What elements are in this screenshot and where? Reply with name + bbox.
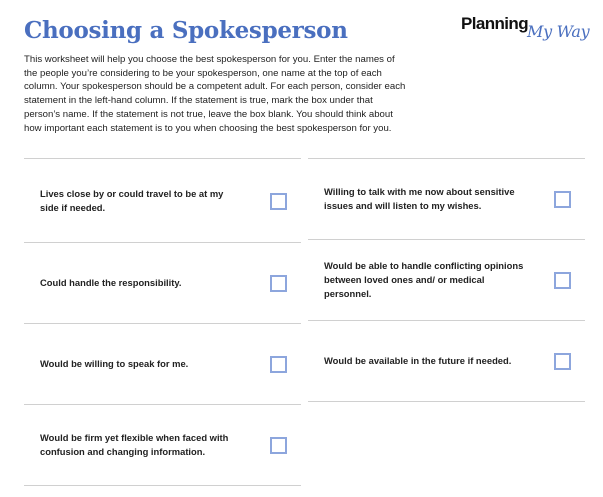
statement-row — [24, 404, 301, 486]
planning-my-way-logo — [461, 14, 591, 50]
statement-checkbox[interactable] — [554, 191, 571, 208]
statement-text: Willing to talk with me now about sensitive issues and will listen to my wishes. — [324, 186, 515, 211]
statement-row — [308, 320, 585, 402]
statement-row — [308, 158, 585, 239]
statement-text: Would be willing to speak for me. — [40, 358, 189, 369]
statement-row — [308, 239, 585, 320]
statement-checkbox[interactable] — [270, 356, 287, 373]
statement-row — [24, 323, 301, 404]
statement-text: Would be firm yet flexible when faced with confusion and changing information. — [40, 432, 229, 457]
statement-row — [24, 158, 301, 242]
statement-text: Would be able to handle conflicting opinions between loved ones and/ or medical personnel. — [324, 260, 524, 299]
intro-paragraph: This worksheet will help you choose the best spokesperson for you. Enter the names of the people you’re considering to be your spokesperson, one name at the top of each column. Your spokesperson should be a competent adult. For each person, consider each statement in the left-hand column. If the statement is true, mark the box under that person’s name. If the statement is not true, leave the box blank. You should think about how important each statement is to you when choosing the best spokesperson for you. — [24, 54, 406, 134]
statement-checkbox[interactable] — [270, 193, 287, 210]
statement-row — [24, 242, 301, 323]
statement-checkbox[interactable] — [270, 275, 287, 292]
statements-column-left — [24, 158, 301, 486]
page-title: Choosing a Spokesperson — [24, 17, 348, 44]
logo-text-my-way: My Way — [527, 22, 590, 41]
statement-text: Lives close by or could travel to be at my side if needed. — [40, 187, 224, 213]
statement-text: Could handle the responsibility. — [40, 277, 182, 288]
statement-text: Would be available in the future if needed. — [324, 355, 512, 366]
logo-text-planning: Planning — [461, 14, 528, 33]
statement-checkbox[interactable] — [270, 437, 287, 454]
statement-checkbox[interactable] — [554, 272, 571, 289]
statements-column-right — [308, 158, 585, 402]
statement-checkbox[interactable] — [554, 353, 571, 370]
